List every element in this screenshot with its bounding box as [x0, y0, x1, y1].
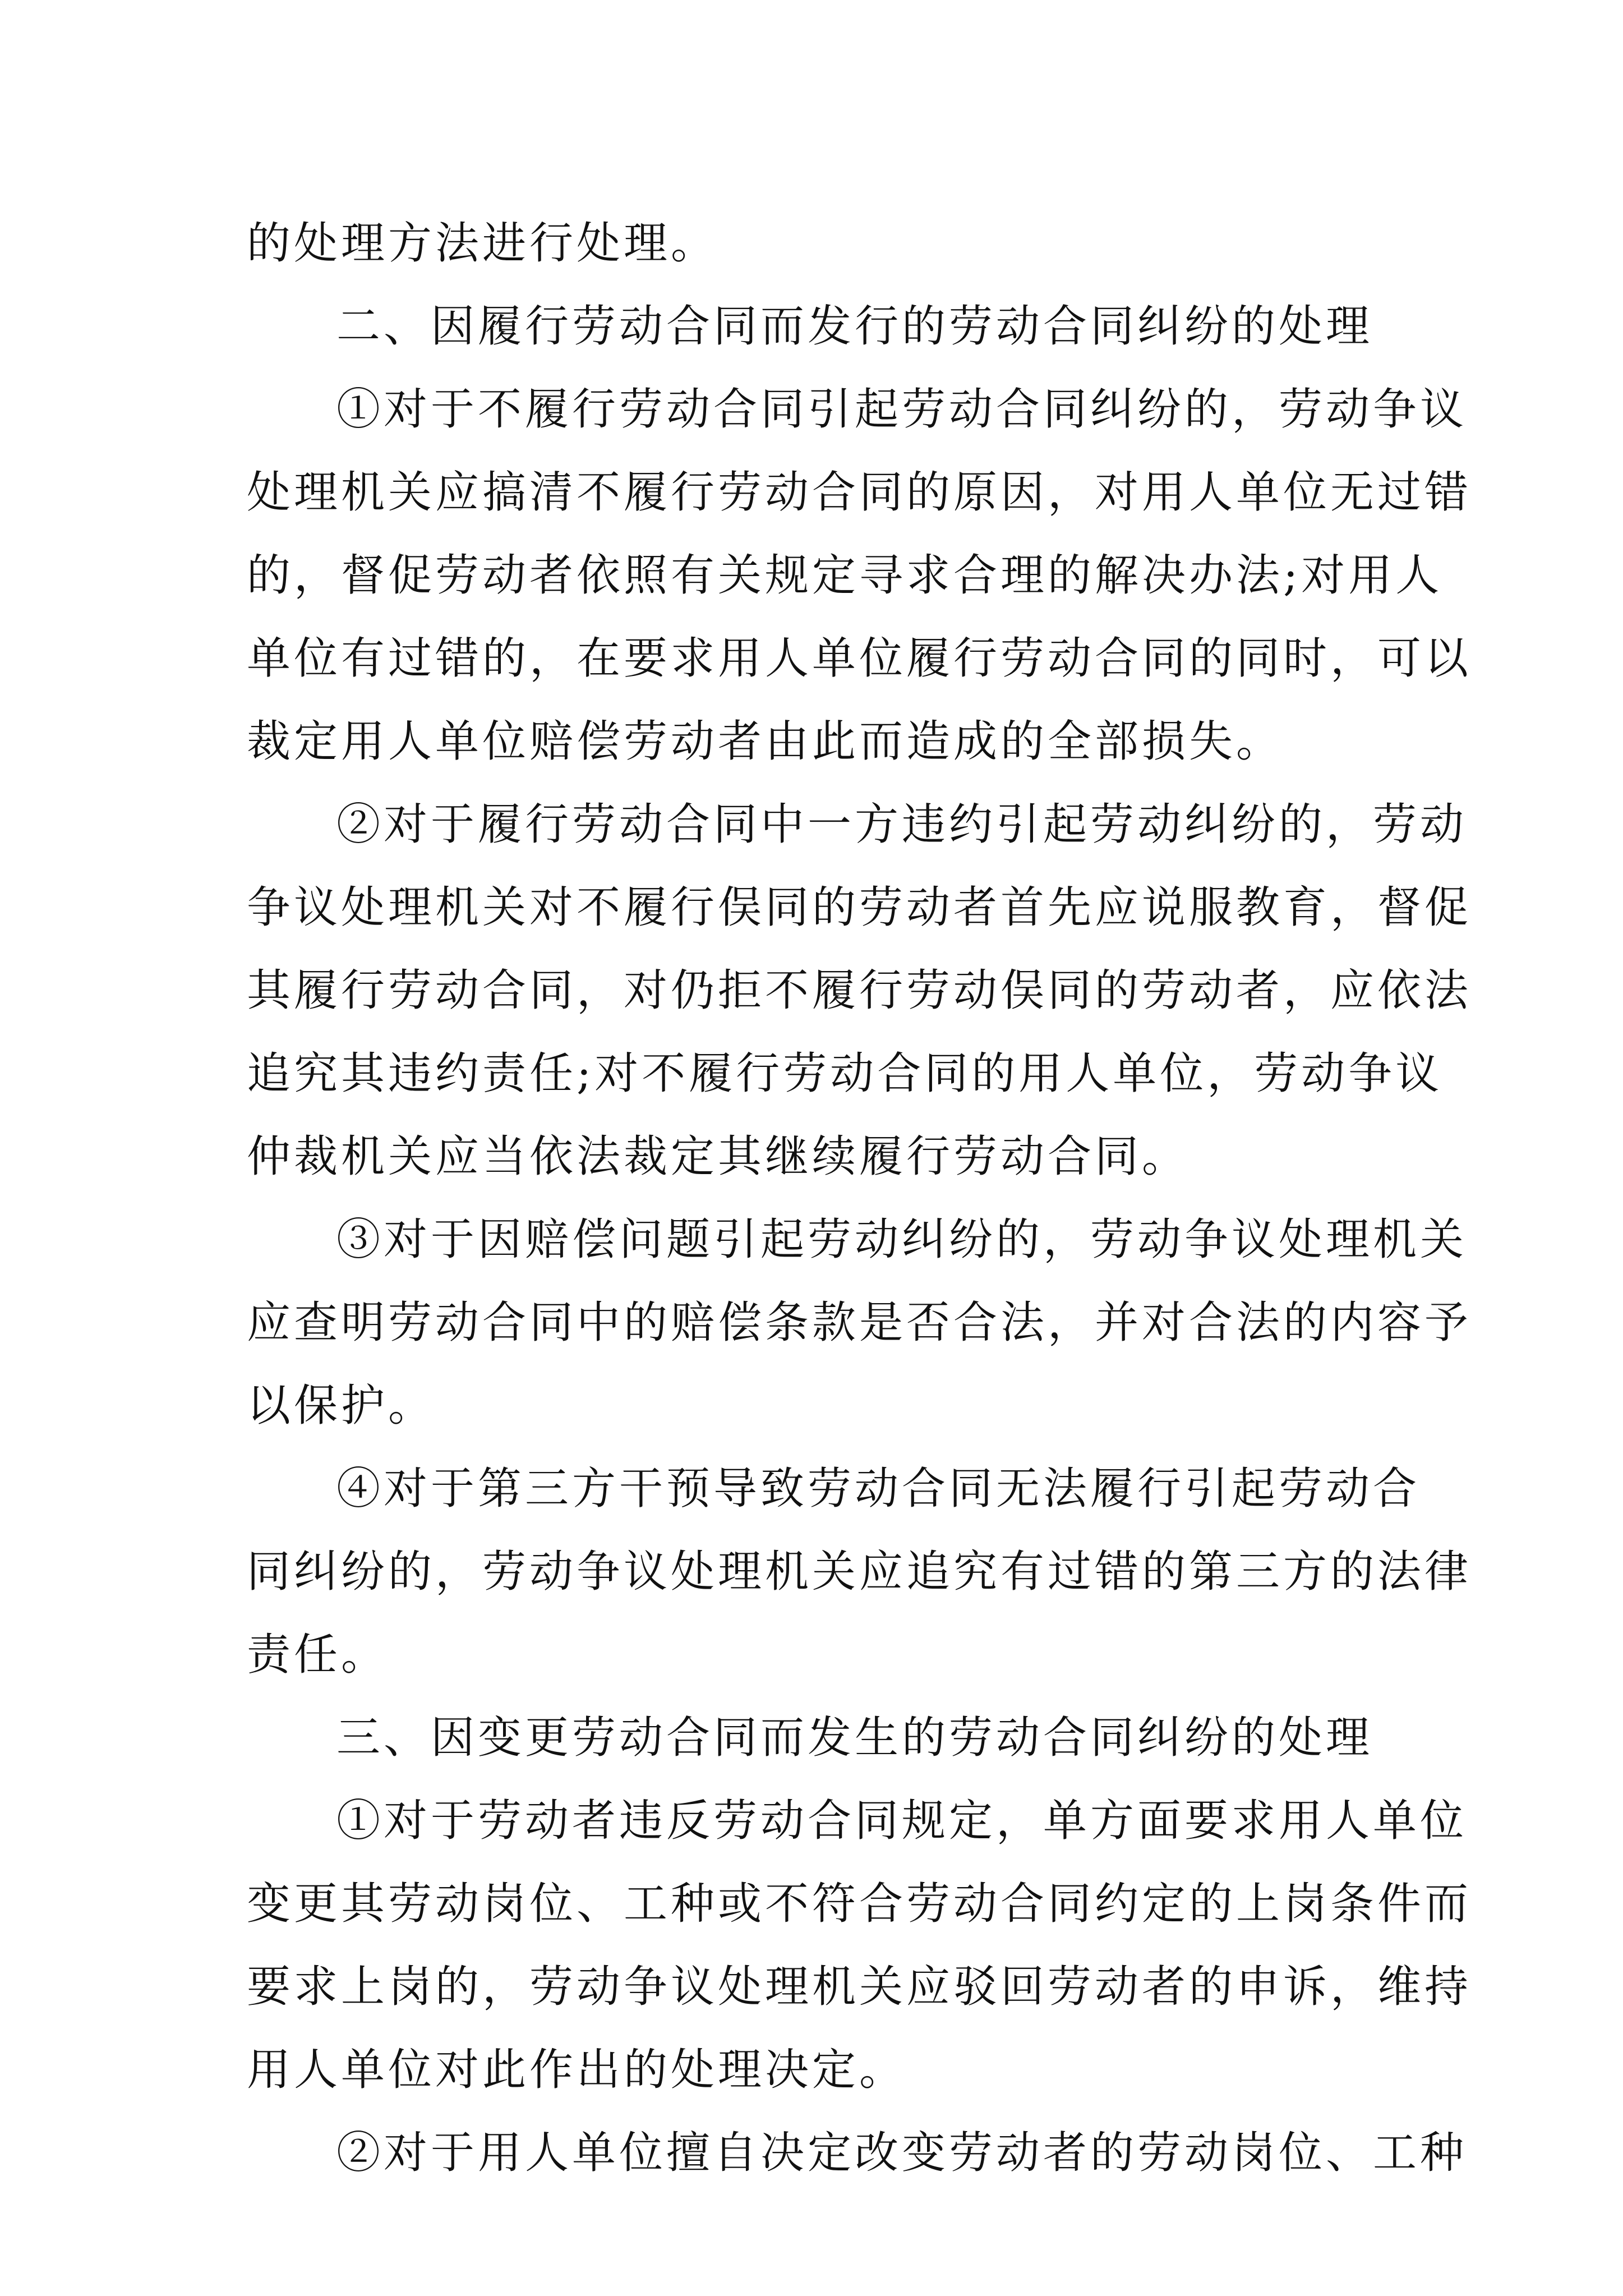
paragraph-start: ①对于不履行劳动合同引起劳动合同纠纷的，劳动争议 — [336, 384, 1468, 435]
text-line: 的，督促劳动者依照有关规定寻求合理的解决办法;对用人 — [247, 550, 1443, 601]
paragraph-start: ②对于用人单位擅自决定改变劳动者的劳动岗位、工种 — [336, 2128, 1468, 2178]
text-line: 裁定用人单位赔偿劳动者由此而造成的全部损失。 — [247, 716, 1284, 767]
paragraph-start: ③对于因赔偿问题引起劳动纠纷的，劳动争议处理机关 — [336, 1214, 1468, 1265]
text-line: 处理机关应搞清不履行劳动合同的原因，对用人单位无过错 — [247, 467, 1472, 518]
text-line: 以保护。 — [247, 1381, 436, 1431]
text-line: 争议处理机关对不履行俣同的劳动者首先应说服教育，督促 — [247, 882, 1472, 933]
text-line: 仲裁机关应当依法裁定其继续履行劳动合同。 — [247, 1131, 1189, 1182]
text-line: 单位有过错的，在要求用人单位履行劳动合同的同时，可以 — [247, 633, 1472, 684]
text-line: 变更其劳动岗位、工种或不符合劳动合同约定的上岗条件而 — [247, 1879, 1472, 1929]
text-line: 用人单位对此作出的处理决定。 — [247, 2045, 907, 2095]
text-line: 追究其违约责任;对不履行劳动合同的用人单位，劳动争议 — [247, 1048, 1443, 1099]
text-line: 其履行劳动合同，对仍拒不履行劳动俣同的劳动者，应依法 — [247, 965, 1472, 1016]
text-line: 应查明劳动合同中的赔偿条款是否合法，并对合法的内容予 — [247, 1297, 1472, 1348]
text-line: 要求上岗的，劳动争议处理机关应驳回劳动者的申诉，维持 — [247, 1962, 1472, 2012]
document-body — [247, 202, 1472, 2194]
text-line: 同纠纷的，劳动争议处理机关应追究有过错的第三方的法律 — [247, 1547, 1472, 1597]
paragraph-start: ①对于劳动者违反劳动合同规定，单方面要求用人单位 — [336, 1796, 1468, 1846]
paragraph-start: ④对于第三方干预导致劳动合同无法履行引起劳动合 — [336, 1464, 1421, 1514]
section-heading: 三、因变更劳动合同而发生的劳动合同纠纷的处理 — [336, 1713, 1373, 1763]
section-heading: 二、因履行劳动合同而发行的劳动合同纠纷的处理 — [336, 301, 1373, 352]
paragraph-start: ②对于履行劳动合同中一方违约引起劳动纠纷的，劳动 — [336, 799, 1468, 850]
text-line: 的处理方法进行处理。 — [247, 218, 718, 269]
text-line: 责任。 — [247, 1630, 389, 1680]
